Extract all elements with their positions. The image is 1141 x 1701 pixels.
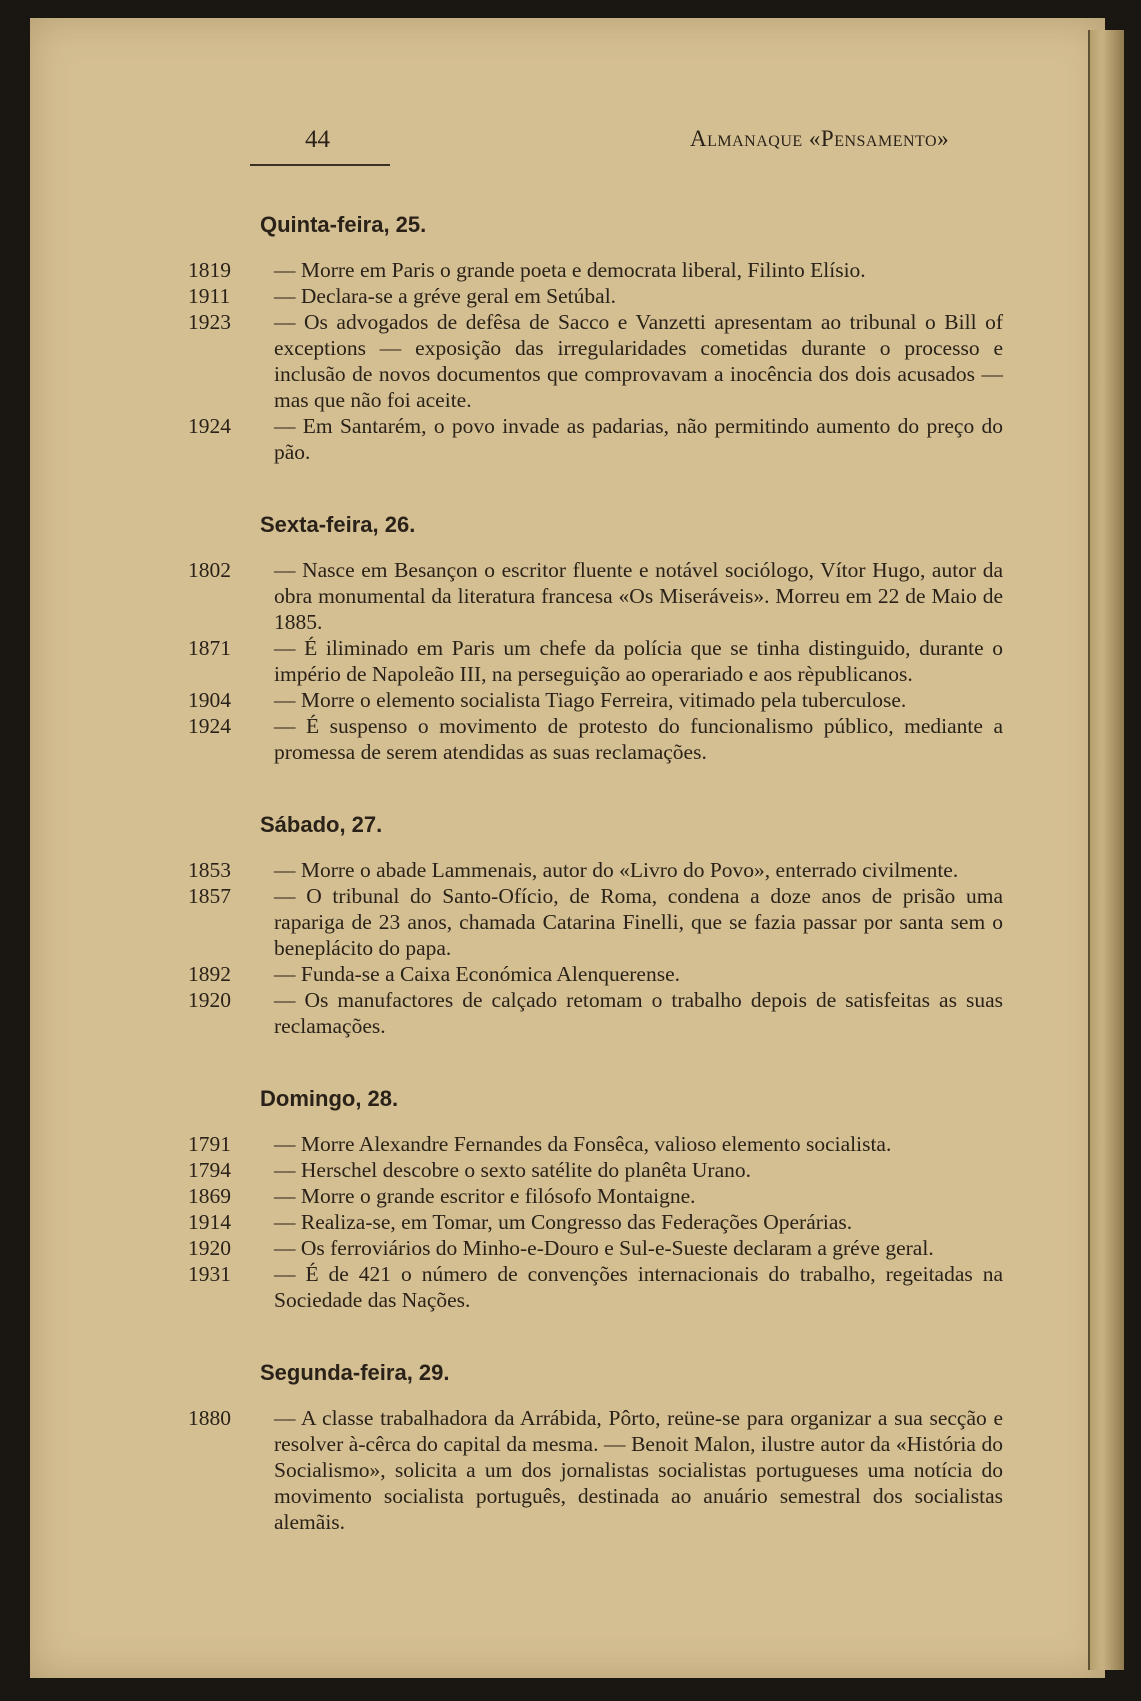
gutter-line: [1088, 30, 1090, 1670]
list-item: [188, 987, 1003, 1039]
entry-year: 1880: [188, 1406, 231, 1430]
entry-list: [188, 257, 1003, 465]
entry-year: 1869: [188, 1184, 231, 1208]
day-heading: Sábado, 27.: [260, 812, 383, 837]
entry-list: [188, 1131, 1003, 1313]
entry-text: — Os ferroviários do Minho-e-Douro e Sul-e-Sueste declaram a gréve geral.: [274, 1236, 934, 1260]
entry-text: — Morre Alexandre Fernandes da Fonsêca, valioso elemento socialista.: [274, 1132, 892, 1156]
list-item: [188, 1235, 1003, 1261]
list-item: [188, 413, 1003, 465]
entry-text: — O tribunal do Santo-Ofício, de Roma, condena a doze anos de prisão uma rapariga de 23 anos, chamada Catarina Finelli, que se fazia passar por santa sem o beneplácito do papa.: [274, 884, 1003, 960]
entry-text: — É suspenso o movimento de protesto do funcionalismo público, mediante a promessa de serem atendidas as suas reclamações.: [274, 714, 1003, 764]
list-item: [188, 1209, 1003, 1235]
entry-year: 1853: [188, 858, 231, 882]
entry-text: — Nasce em Besançon o escritor fluente e notável sociólogo, Vítor Hugo, autor da obra monumental da literatura francesa «Os Miseráveis». Morreu em 22 de Maio de 1885.: [274, 558, 1003, 634]
entry-text: — É iliminado em Paris um chefe da polícia que se tinha distinguido, durante o império de Napoleão III, na perseguição ao operariado e aos rèpublicanos.: [274, 636, 1003, 686]
page-number: 44: [305, 126, 330, 153]
entry-year: 1920: [188, 1236, 231, 1260]
list-item: [188, 1261, 1003, 1313]
day-section: [188, 505, 1003, 765]
day-heading: Quinta-feira, 25.: [260, 212, 427, 237]
entry-year: 1794: [188, 1158, 231, 1182]
entry-text: — Os advogados de defêsa de Sacco e Vanzetti apresentam ao tribunal o Bill of exceptions — exposição das irregularidades cometidas durante o processo e inclusão de novos documentos que comprovavam a inocência dos dois acusados — mas que não foi aceite.: [274, 310, 1003, 412]
entry-text: — Em Santarém, o povo invade as padarias, não permitindo aumento do preço do pão.: [274, 414, 1003, 464]
entry-text: — Realiza-se, em Tomar, um Congresso das Federações Operárias.: [274, 1210, 853, 1234]
entry-text: — Morre o elemento socialista Tiago Ferreira, vitimado pela tuberculose.: [274, 688, 907, 712]
entry-text: — É de 421 o número de convenções internacionais do trabalho, regeitadas na Sociedade das Nações.: [274, 1262, 1003, 1312]
entry-year: 1924: [188, 714, 231, 738]
entry-year: 1819: [188, 258, 231, 282]
entry-year: 1911: [188, 284, 231, 308]
page-edge: [1088, 30, 1124, 1670]
list-item: [188, 1405, 1003, 1535]
entry-list: [188, 557, 1003, 765]
header-rule: [250, 164, 390, 166]
day-section: [188, 805, 1003, 1039]
entry-year: 1802: [188, 558, 231, 582]
list-item: [188, 257, 1003, 283]
entry-list: [188, 1405, 1003, 1535]
entry-text: — Morre o grande escritor e filósofo Montaigne.: [274, 1184, 696, 1208]
list-item: [188, 883, 1003, 961]
entry-year: 1924: [188, 414, 231, 438]
day-section: [188, 205, 1003, 465]
day-heading: Sexta-feira, 26.: [260, 512, 416, 537]
entry-text: — Os manufactores de calçado retomam o trabalho depois de satisfeitas as suas reclamações.: [274, 988, 1003, 1038]
entry-year: 1920: [188, 988, 231, 1012]
almanac-content: [188, 205, 1003, 1575]
list-item: [188, 961, 1003, 987]
entry-text: — Funda-se a Caixa Económica Alenquerense.: [274, 962, 680, 986]
running-title: Almanaque «Pensamento»: [690, 126, 950, 151]
list-item: [188, 283, 1003, 309]
day-heading: Segunda-feira, 29.: [260, 1360, 450, 1385]
entry-year: 1871: [188, 636, 231, 660]
list-item: [188, 1157, 1003, 1183]
list-item: [188, 635, 1003, 687]
entry-text: — Declara-se a gréve geral em Setúbal.: [274, 284, 617, 308]
entry-year: 1791: [188, 1132, 231, 1156]
entry-text: — Morre o abade Lammenais, autor do «Livro do Povo», enterrado civilmente.: [274, 858, 959, 882]
entry-year: 1857: [188, 884, 231, 908]
entry-year: 1931: [188, 1262, 231, 1286]
entry-year: 1914: [188, 1210, 231, 1234]
entry-text: — Herschel descobre o sexto satélite do planêta Urano.: [274, 1158, 752, 1182]
list-item: [188, 1183, 1003, 1209]
day-section: [188, 1353, 1003, 1535]
day-heading: Domingo, 28.: [260, 1086, 399, 1111]
list-item: [188, 557, 1003, 635]
list-item: [188, 713, 1003, 765]
entry-text: — Morre em Paris o grande poeta e democrata liberal, Filinto Elísio.: [274, 258, 866, 282]
list-item: [188, 309, 1003, 413]
entry-year: 1923: [188, 310, 231, 334]
list-item: [188, 1131, 1003, 1157]
list-item: [188, 857, 1003, 883]
entry-text: — A classe trabalhadora da Arrábida, Pôrto, reüne-se para organizar a sua secção e resolver à-cêrca do capital da mesma. — Benoit Malon, ilustre autor da «História do Socialismo», solicita a um dos jornalistas socialistas portugueses uma notícia do movimento socialista português, destinada ao anuário semestral dos socialistas alemãis.: [274, 1406, 1003, 1534]
entry-year: 1892: [188, 962, 231, 986]
list-item: [188, 687, 1003, 713]
day-section: [188, 1079, 1003, 1313]
entry-list: [188, 857, 1003, 1039]
entry-year: 1904: [188, 688, 231, 712]
